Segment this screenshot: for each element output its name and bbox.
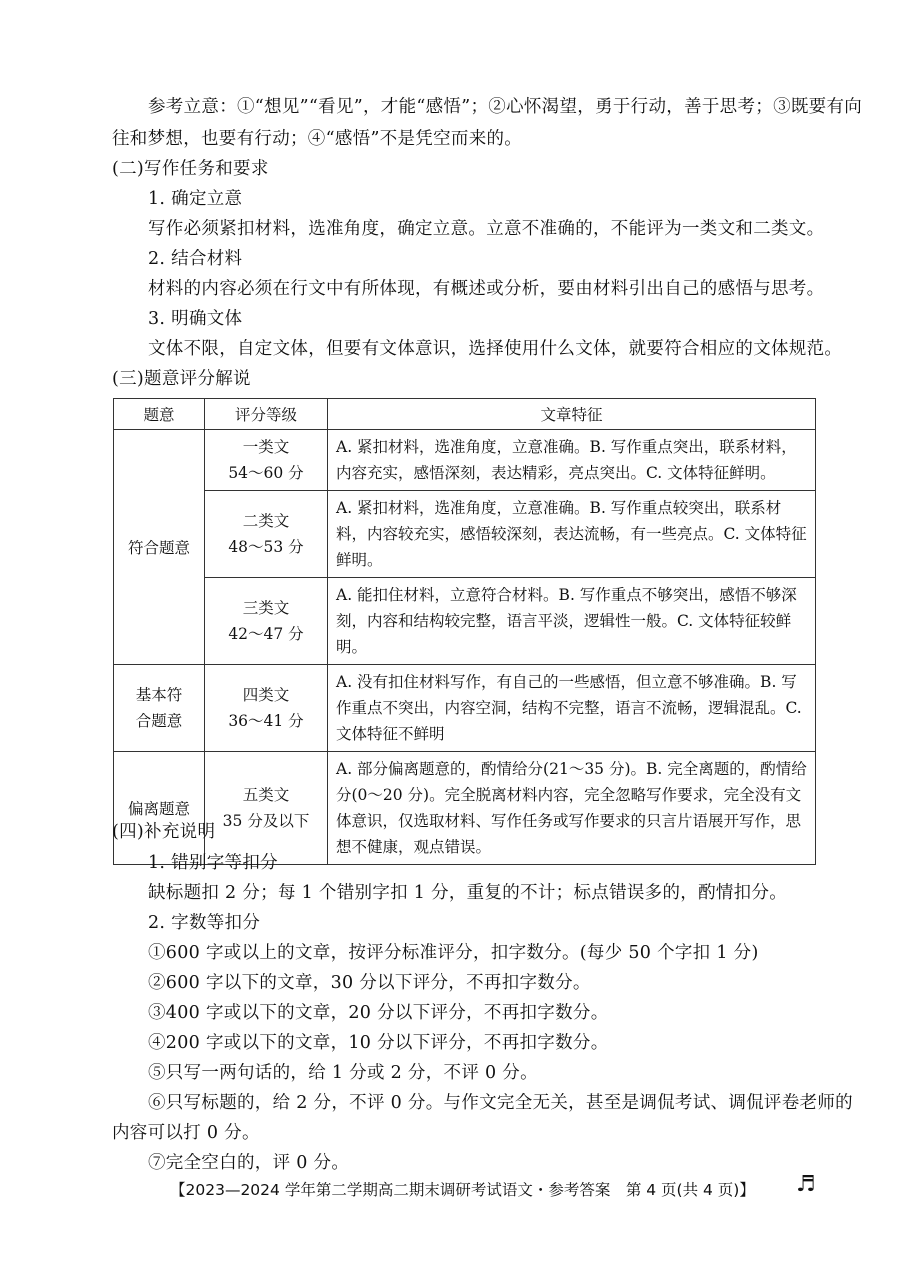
subheading-1: 1. 确定立意 [148,189,243,209]
grade-range: 54～60 分 [228,464,304,482]
grade-cell [205,578,328,665]
grade-cell [205,665,328,752]
table-row [114,491,816,578]
subheading-2-text: 材料的内容必须在行文中有所体现，有概述或分析，要由材料引出自己的感悟与思考。 [148,279,825,299]
grade-cell [205,430,328,491]
word-count-rule-5: ⑤只写一两句话的，给 1 分或 2 分，不评 0 分。 [148,1063,538,1083]
features-cell: A. 紧扣材料，选准角度，立意准确。B. 写作重点较突出，联系材料，内容较充实，感悟较深刻，表达流畅，有一些亮点。C. 文体特征鲜明。 [328,491,816,578]
features-cell: A. 能扣住材料，立意符合材料。B. 写作重点不够突出，感悟不够深刻，内容和结构较完整，语言平淡，逻辑性一般。C. 文体特征较鲜明。 [328,578,816,665]
grade-range: 42～47 分 [228,625,304,643]
category-cell: 偏离题意 [114,752,205,865]
grade-range: 36～41 分 [228,712,304,730]
subheading-2: 2. 结合材料 [148,249,243,269]
word-count-rule-6-line-2: 内容可以打 0 分。 [112,1123,260,1143]
grade-range: 48～53 分 [228,538,304,556]
music-note-icon: ♬ [796,1172,816,1197]
word-count-rule-1: ①600 字或以上的文章，按评分标准评分，扣字数分。(每少 50 个字扣 1 分) [148,943,759,963]
features-cell: A. 部分偏离题意的，酌情给分(21～35 分)。B. 完全离题的，酌情给分(0～20 分)。完全脱离材料内容，完全忽略写作要求，完全没有文体意识，仅选取材料、写作任务或写作要求的只言片语展开写作，思想不健康，观点错误。 [328,752,816,865]
grade-label: 二类文 [242,512,290,530]
word-count-rule-6-line-1: ⑥只写标题的，给 2 分，不评 0 分。与作文完全无关，甚至是调侃考试、调侃评卷老师的 [148,1093,853,1113]
table-row [114,430,816,491]
supplement-item-1-text: 缺标题扣 2 分；每 1 个错别字扣 1 分，重复的不计；标点错误多的，酌情扣分。 [148,883,788,903]
grade-range: 35 分及以下 [222,812,310,830]
section-heading-3: (三)题意评分解说 [112,369,251,389]
subheading-1-text: 写作必须紧扣材料，选准角度，确定立意。立意不准确的，不能评为一类文和二类文。 [148,219,825,239]
header-features: 文章特征 [328,399,816,430]
category-cell [114,665,205,752]
features-cell: A. 紧扣材料，选准角度，立意准确。B. 写作重点突出，联系材料，内容充实，感悟深刻，表达精彩，亮点突出。C. 文体特征鲜明。 [328,430,816,491]
category-cell: 符合题意 [114,430,205,665]
table-header-row [114,399,816,430]
scoring-table [113,398,816,865]
table-row [114,665,816,752]
grade-label: 三类文 [242,599,290,617]
section-heading-2: (二)写作任务和要求 [112,159,269,179]
supplement-item-2: 2. 字数等扣分 [148,913,261,933]
word-count-rule-3: ③400 字或以下的文章，20 分以下评分，不再扣字数分。 [148,1003,609,1023]
intent-paragraph-line-1: 参考立意：①“想见”“看见”，才能“感悟”；②心怀渴望，勇于行动，善于思考；③既要有向 [148,97,863,117]
grade-label: 五类文 [242,786,290,804]
word-count-rule-7: ⑦完全空白的，评 0 分。 [148,1153,350,1173]
features-cell: A. 没有扣住材料写作，有自己的一些感悟，但立意不够准确。B. 写作重点不突出，内容空洞，结构不完整，语言不流畅，逻辑混乱。C. 文体特征不鲜明 [328,665,816,752]
subheading-3-text: 文体不限，自定文体，但要有文体意识，选择使用什么文体，就要符合相应的文体规范。 [148,339,843,359]
page-footer: 【2023—2024 学年第二学期高二期末调研考试语文・参考答案 第 4 页(共 4 页)】 [170,1181,755,1199]
grade-cell [205,491,328,578]
table-row [114,578,816,665]
section-heading-4: (四)补充说明 [112,822,216,842]
header-topic: 题意 [114,399,205,430]
grade-label: 一类文 [242,438,290,456]
intent-paragraph-line-2: 往和梦想，也要有行动；④“感悟”不是凭空而来的。 [112,129,523,149]
supplement-item-1: 1. 错别字等扣分 [148,853,278,873]
word-count-rule-4: ④200 字或以下的文章，10 分以下评分，不再扣字数分。 [148,1033,609,1053]
grade-label: 四类文 [242,686,290,704]
header-grade: 评分等级 [205,399,328,430]
subheading-3: 3. 明确文体 [148,309,243,329]
category-text: 基本符合题意 [135,686,183,730]
word-count-rule-2: ②600 字以下的文章，30 分以下评分，不再扣字数分。 [148,973,591,993]
